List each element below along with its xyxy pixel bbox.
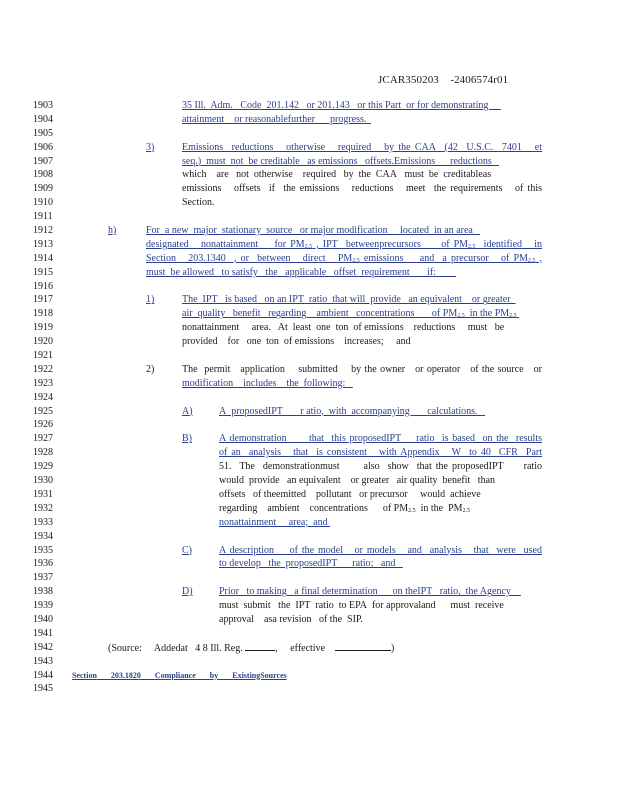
line-row	[0, 405, 618, 419]
line-row	[0, 446, 618, 460]
line-row	[0, 432, 618, 446]
line-row	[0, 168, 618, 182]
line-text: The IPT is based on an IPT ratio that will provide an equivalent or greater	[182, 294, 516, 306]
line-number: 1941	[33, 627, 53, 639]
item-label: B)	[182, 433, 192, 445]
line-row	[0, 252, 618, 266]
line-number: 1934	[33, 530, 53, 542]
line-text: seq.) must not be creditable as emissions offsets.Emissions reductions	[182, 155, 500, 167]
section-heading	[72, 669, 287, 683]
item-label: 1)	[146, 294, 155, 306]
line-list	[0, 99, 618, 696]
line-number: 1944	[33, 669, 53, 681]
line-text: offsets of theemitted pollutant or precursor would achieve	[219, 488, 481, 500]
line-text: 35 Ill. Adm. Code 201.142 or 201.143 or this Part or for demonstrating	[182, 100, 501, 111]
line-row	[0, 238, 618, 252]
doc-version: -2406574r01	[450, 74, 509, 86]
line-text: regarding ambient concentrations of $PM_{2.5}$ in the $PM_{2.5}$	[219, 502, 471, 514]
line-text: emissions offsets if the emissions reductions meet the requirements of this	[182, 183, 542, 195]
item-label: D)	[182, 586, 193, 598]
line-row	[0, 516, 618, 530]
line-row	[0, 474, 618, 488]
line-text: A proposedIPT r atio, with accompanying calculations.	[219, 405, 486, 417]
line-row	[0, 613, 618, 627]
line-row	[0, 293, 618, 307]
line-row	[0, 557, 618, 571]
line-number: 1935	[33, 544, 53, 556]
item-label: A)	[182, 405, 193, 417]
section-title: Compliance by ExistingSources	[154, 670, 287, 680]
line-number: 1945	[33, 683, 53, 695]
effective-blank	[335, 641, 391, 651]
line-number: 1910	[33, 197, 53, 209]
line-row	[0, 530, 618, 544]
line-text: For a new major stationary source or major modification located in an area	[146, 225, 481, 237]
line-text: modification includes the following:	[182, 377, 353, 389]
item-label: h)	[108, 225, 117, 237]
line-text: of an analysis that is consistent with Appendix W to 40 CFR Part	[219, 447, 542, 459]
line-text: Section.	[182, 197, 215, 209]
reg-blank	[245, 641, 275, 651]
line-row	[0, 321, 618, 335]
line-row	[0, 196, 618, 210]
line-number: 1903	[33, 100, 53, 111]
line-text: nonattainment area. At least one ton of emissions reductions must be	[182, 322, 505, 334]
line-text: A demonstration that this proposedIPT ratio is based on the results	[219, 433, 542, 445]
section-id: 203.1820	[110, 670, 141, 680]
line-row	[0, 363, 618, 377]
source-added: Addedat	[153, 642, 188, 654]
line-row	[0, 266, 618, 280]
line-text: to develop the proposedIPT ratio; and	[219, 558, 403, 570]
line-text: Emissions reductions otherwise required by the CAA (42 U.S.C. 7401 et	[182, 141, 542, 153]
item-label: 3)	[146, 141, 155, 153]
line-row	[0, 155, 618, 169]
line-number: 1912	[33, 225, 53, 237]
line-row	[0, 210, 618, 224]
line-row	[0, 585, 618, 599]
line-number: 1932	[33, 502, 53, 514]
line-text: must be allowed to satisfy the applicable offset requirement if:	[146, 266, 457, 278]
line-number: 1917	[33, 294, 53, 306]
line-row	[0, 391, 618, 405]
line-row	[0, 502, 618, 516]
line-row	[0, 682, 618, 696]
page-header	[378, 74, 508, 86]
line-number: 1933	[33, 516, 53, 528]
line-row	[0, 99, 618, 113]
line-number: 1926	[33, 419, 53, 431]
line-row	[0, 418, 618, 432]
line-number: 1927	[33, 433, 53, 445]
line-number: 1911	[33, 211, 53, 223]
line-row	[0, 280, 618, 294]
line-row	[0, 377, 618, 391]
line-row	[0, 599, 618, 613]
line-number: 1904	[33, 113, 53, 125]
line-number: 1937	[33, 572, 53, 584]
source-prefix: (Source:	[108, 642, 142, 654]
line-row	[0, 655, 618, 669]
source-note: (Source: Addedat 4 8 Ill. Reg. , effective )	[108, 642, 395, 654]
line-text: Prior to making a final determination on theIPT ratio, the Agency	[219, 586, 521, 598]
line-number: 1942	[33, 641, 53, 653]
line-text: attainment or reasonablefurther progress.	[182, 113, 372, 125]
line-row	[0, 224, 618, 238]
line-text: Section 203.1340 , or between direct $PM_{2.5}$ emissions and a precursor of $PM_{2.5}$ ,	[146, 252, 542, 264]
line-text: 51. The demonstrationmust also show that the proposedIPT ratio	[219, 461, 542, 473]
line-row	[0, 335, 618, 349]
source-close: )	[391, 642, 395, 654]
line-number: 1914	[33, 252, 53, 264]
line-number: 1924	[33, 391, 53, 403]
line-row	[0, 182, 618, 196]
line-number: 1906	[33, 141, 53, 153]
line-number: 1909	[33, 183, 53, 195]
line-number: 1918	[33, 308, 53, 320]
line-row	[0, 113, 618, 127]
line-row	[0, 127, 618, 141]
line-number: 1922	[33, 363, 53, 375]
line-number: 1921	[33, 350, 53, 362]
source-effective: effective	[290, 642, 326, 654]
line-number: 1943	[33, 655, 53, 667]
line-row	[0, 627, 618, 641]
line-row	[0, 571, 618, 585]
line-text: must submit the IPT ratio to EPA for approvaland must receive	[219, 600, 504, 612]
line-text: designated nonattainment for $PM_{2.5}$ , IPT betweenprecursors of $PM_{2.5}$ identified in	[146, 238, 542, 250]
line-number: 1919	[33, 322, 53, 334]
line-number: 1938	[33, 586, 53, 598]
line-number: 1931	[33, 488, 53, 500]
line-text: provided for one ton of emissions increases; and	[182, 336, 411, 348]
line-row	[0, 307, 618, 321]
line-text: A description of the model or models and analysis that were used	[219, 544, 542, 556]
line-row	[0, 641, 618, 655]
line-number: 1915	[33, 266, 53, 278]
item-label: 2)	[146, 363, 155, 375]
line-number: 1929	[33, 461, 53, 473]
line-number: 1907	[33, 155, 53, 167]
line-number: 1936	[33, 558, 53, 570]
line-number: 1925	[33, 405, 53, 417]
line-row	[0, 669, 618, 683]
line-text: would provide an equivalent or greater air quality benefit than	[219, 475, 496, 487]
source-reg: 4 8 Ill. Reg.	[195, 642, 243, 654]
line-number: 1940	[33, 613, 53, 625]
doc-id: JCAR350203	[378, 74, 439, 86]
line-text: approval asa revision of the SIP.	[219, 613, 363, 625]
line-text: air quality benefit regarding ambient concentrations of $PM_{2.5}$ in the $PM_{2.5}$	[182, 308, 517, 320]
line-row	[0, 460, 618, 474]
line-number: 1939	[33, 600, 53, 612]
line-row	[0, 488, 618, 502]
line-number: 1913	[33, 238, 53, 250]
line-number: 1908	[33, 169, 53, 181]
line-row	[0, 544, 618, 558]
line-number: 1923	[33, 377, 53, 389]
line-number: 1928	[33, 447, 53, 459]
line-number: 1905	[33, 127, 53, 139]
line-text: The permit application submitted by the owner or operator of the source or	[182, 363, 542, 375]
line-text: which are not otherwise required by the CAA must be creditableas	[182, 169, 492, 181]
line-row	[0, 141, 618, 155]
section-num: Section	[72, 670, 97, 680]
line-number: 1930	[33, 475, 53, 487]
line-number: 1916	[33, 280, 53, 292]
line-number: 1920	[33, 336, 53, 348]
line-row	[0, 349, 618, 363]
line-text: nonattainment area; and	[219, 516, 331, 528]
item-label: C)	[182, 544, 192, 556]
